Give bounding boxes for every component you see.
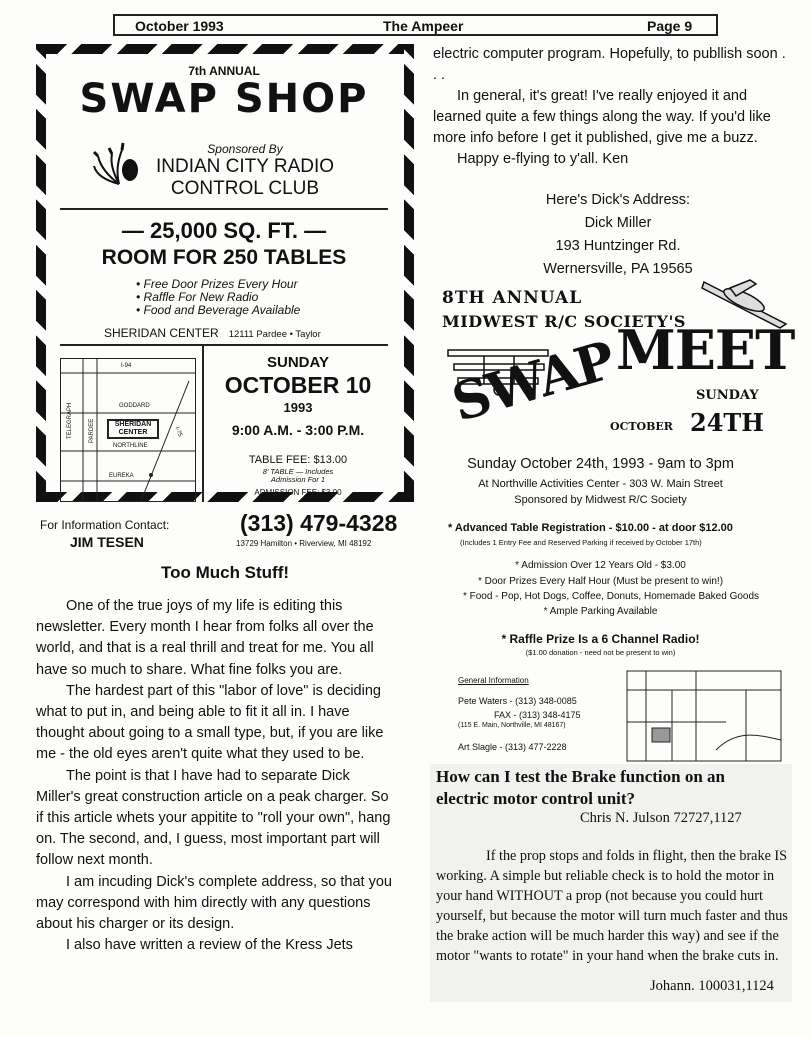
swap-annual: 7th ANNUAL	[188, 64, 260, 78]
swap-date: OCTOBER 10	[224, 372, 372, 398]
swap-admission: ADMISSION FEE: $3.00	[254, 488, 342, 497]
swap-table-note: 8' TABLE — Includes Admission For 1	[262, 467, 334, 484]
midwest-where: At Northville Activities Center - 303 W. Main Street	[478, 478, 723, 490]
midwest-map	[626, 670, 782, 762]
midwest-meet: MEET	[616, 318, 795, 382]
article-paragraph: I am incuding Dick's complete address, so that you may correspond with him directly with any questions about his charger or its design.	[36, 873, 392, 933]
midwest-pete-addr: (115 E. Main, Northville, MI 48167)	[458, 722, 566, 729]
bullet-item: • Raffle For New Radio	[136, 290, 259, 304]
brake-signature: Johann. 100031,1124	[650, 978, 774, 994]
sign-off: Happy e-flying to y'all. Ken	[457, 151, 629, 167]
map-label-telegraph: TELEGRAPH	[67, 402, 73, 439]
midwest-raffle: * Raffle Prize Is a 6 Channel Radio!	[501, 632, 700, 646]
map-label-i75: I-75	[173, 426, 183, 438]
midwest-sponsor: Sponsored by Midwest R/C Society	[514, 494, 687, 506]
brake-body: If the prop stops and folds in flight, then the brake IS working. A simple but reliable check is to hold the motor in your hand WITHOUT a prop (not because you could hurt yourself, but because the motor will turn much faster and thus the brake action will be much harder this way) and see if the motor "wants to rotate" in your hand when the brake cuts in.	[436, 848, 788, 964]
midwest-admission: * Admission Over 12 Years Old - $3.00	[515, 560, 686, 571]
map-label-eureka: EUREKA	[109, 473, 134, 479]
article-paragraph: I also have written a review of the Kress Jets	[66, 937, 353, 954]
article-paragraph: One of the true joys of my life is editing this newsletter. Every month I hear from folks all over the world, and that is a real thrill and treat for me. You all have so much to share. What fine folks you are.	[36, 598, 374, 678]
contact-name: JIM TESEN	[70, 534, 144, 550]
header-title: The Ampeer	[383, 18, 464, 34]
contact-address: 13729 Hamilton • Riverview, MI 48192	[236, 539, 372, 548]
map-label-pardee: PARDEE	[89, 418, 95, 443]
brake-article	[430, 764, 792, 1002]
midwest-food: * Food - Pop, Hot Dogs, Coffee, Donuts, Homemade Baked Goods	[462, 591, 760, 602]
midwest-advanced: * Advanced Table Registration - $10.00 - at door $12.00	[448, 522, 733, 534]
divider	[60, 208, 388, 210]
midwest-24th: 24TH	[690, 408, 764, 437]
swap-venue: SHERIDAN CENTER 12111 Pardee • Taylor	[104, 326, 321, 340]
ad-border-top	[36, 44, 414, 54]
header-page: Page 9	[647, 18, 693, 34]
midwest-when: Sunday October 24th, 1993 - 9am to 3pm	[467, 456, 734, 472]
bullet-item: • Free Door Prizes Every Hour	[136, 277, 298, 291]
swap-title: SWAP SHOP	[79, 76, 369, 122]
contact-label: For Information Contact:	[40, 518, 170, 532]
swap-table-fee: TABLE FEE: $13.00	[248, 454, 348, 466]
map-label-i94: I-94	[121, 363, 132, 369]
midwest-art: Art Slagle - (313) 477-2228	[458, 742, 567, 752]
midwest-line2: MIDWEST R/C SOCIETY'S	[442, 312, 686, 331]
midwest-parking: * Ample Parking Available	[543, 606, 658, 617]
bullet-item: • Food and Beverage Available	[136, 303, 301, 317]
dick-address: Here's Dick's Address: Dick Miller 193 Huntzinger Rd. Wernersville, PA 19565	[543, 192, 693, 277]
right-paragraph: In general, it's great! I've really enjoyed it and learned quite a few things along the way. If you'd like more info before I get it published, give me a buzz.	[433, 88, 771, 146]
swap-sponsored: Sponsored By	[207, 142, 283, 156]
right-column-text	[433, 44, 788, 170]
header-month: October 1993	[135, 18, 224, 34]
midwest-swap: SWAP	[445, 329, 621, 434]
map-sheridan-box: SHERIDAN CENTER	[107, 419, 159, 439]
swap-day: SUNDAY	[267, 354, 329, 371]
divider	[60, 344, 388, 346]
ad-border-right	[404, 44, 414, 502]
brake-question: How can I test the Brake function on an electric motor control unit?	[436, 767, 726, 808]
midwest-ad	[428, 274, 794, 764]
midwest-advanced-note: (Includes 1 Entry Fee and Reserved Parking if received by October 17th)	[460, 538, 702, 547]
divider-vertical	[202, 346, 204, 502]
article-paragraph: The hardest part of this "labor of love" is deciding what to put in, and being able to fit it all in. I have thought about going to a small type, but, if you are like me - the old eyes aren't quite what they used to be.	[36, 682, 384, 763]
swap-sqft: — 25,000 SQ. FT. —	[121, 218, 327, 243]
article-body	[36, 596, 398, 956]
midwest-line1: 8TH ANNUAL	[442, 288, 583, 308]
swap-club-line2: CONTROL CLUB	[170, 178, 320, 199]
swap-year: 1993	[283, 400, 313, 415]
ad-border-left	[36, 44, 46, 502]
swap-club-line1: INDIAN CITY RADIO	[155, 156, 335, 177]
continued-paragraph: electric computer program. Hopefully, to publlish soon . . .	[433, 46, 786, 83]
midwest-pete: Pete Waters - (313) 348-0085	[458, 696, 577, 706]
swap-map	[60, 358, 196, 502]
midwest-fax: FAX - (313) 348-4175	[494, 710, 581, 720]
swap-time: 9:00 A.M. - 3:00 P.M.	[231, 422, 365, 438]
midwest-october: OCTOBER	[610, 420, 673, 433]
midwest-prizes: * Door Prizes Every Half Hour (Must be present to win!)	[477, 576, 724, 587]
article-paragraph: The point is that I have had to separate Dick Miller's great construction article on a peak charger. So if this article whets your appitite to "roll your own", hang on. The second, and, I guess, most important part will follow next month.	[36, 767, 391, 869]
map-label-northline: NORTHLINE	[113, 443, 148, 449]
midwest-sunday: SUNDAY	[696, 388, 759, 403]
midwest-general: General Information	[458, 676, 529, 685]
map-label-goddard: GODDARD	[119, 403, 150, 409]
brake-author: Chris N. Julson 72727,1127	[580, 810, 742, 826]
contact-phone: (313) 479-4328	[240, 510, 398, 536]
swap-shop-ad	[36, 44, 414, 502]
swap-room: ROOM FOR 250 TABLES	[101, 246, 347, 269]
page-header	[113, 14, 718, 36]
swap-bullets	[136, 278, 300, 317]
article-heading: Too Much Stuff!	[160, 563, 290, 582]
midwest-raffle-note: ($1.00 donation - need not be present to win)	[525, 648, 676, 657]
